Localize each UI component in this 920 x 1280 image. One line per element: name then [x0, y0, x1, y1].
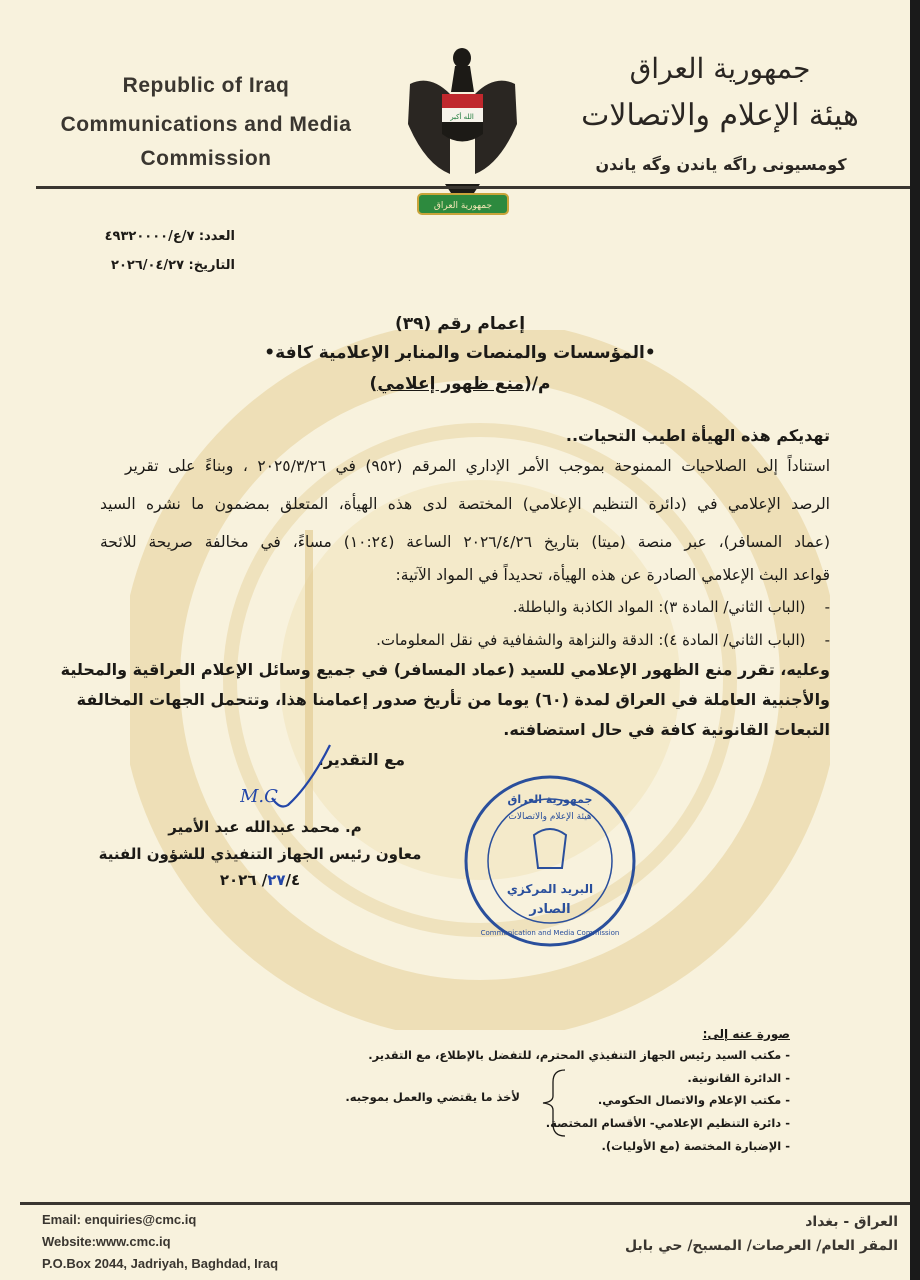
body-line: استناداً إلى الصلاحيات الممنوحة بموجب الأمر الإداري المرقم (٩٥٢) في ٢٠٢٥/٣/٢٦ ، وبناءً على تقرير: [125, 457, 830, 475]
emblem-flag-text: الله أكبر: [450, 113, 474, 121]
article-item: [513, 598, 830, 616]
copy-item: - الإضبارة المختصة (مع الأوليات).: [601, 1139, 790, 1153]
copy-item: - الدائرة القانونية.: [687, 1071, 790, 1085]
bracket-note: لأخذ ما يقتضي والعمل بموجبه.: [345, 1090, 520, 1104]
stamp-top-text: جمهورية العراق: [507, 793, 593, 806]
header-en-line3: Commission: [140, 147, 272, 170]
curly-bracket-icon: [535, 1068, 570, 1138]
footer-website: Website:www.cmc.iq: [42, 1234, 171, 1249]
signatory-position: معاون رئيس الجهاز التنفيذي للشؤون الفنية: [98, 845, 422, 863]
decision-line: وعليه، تقرر منع الظهور الإعلامي للسيد (عماد المسافر) في جميع وسائل الإعلام العراقية والمحلية: [60, 660, 830, 679]
body-line: قواعد البث الإعلامي الصادرة عن هذه الهيأة، تحديداً في المواد الآتية:: [395, 566, 830, 584]
stamp-org-text: هيئة الإعلام والاتصالات: [508, 812, 592, 822]
reference-number: العدد: ٧/ع/٤٩٣٢٠٠٠٠: [104, 229, 235, 244]
circular-subject: [0, 374, 910, 394]
closing: مع التقدير.: [317, 750, 405, 769]
signature-date-day: ٢٧: [267, 871, 286, 889]
footer-email: Email: enquiries@cmc.iq: [42, 1212, 197, 1227]
copy-item: - مكتب السيد رئيس الجهاز التنفيذي المحترم، للتفضل بالإطلاع، مع التقدير.: [368, 1048, 790, 1062]
article-item: [376, 631, 830, 649]
reference-date: التاريخ: ٢٠٢٦/٠٤/٢٧: [111, 258, 235, 273]
article-item-text: (الباب الثاني/ المادة ٤): الدقة والنزاهة والشفافية في نقل المعلومات.: [376, 631, 806, 649]
circular-recipients: •المؤسسات والمنصات والمنابر الإعلامية كافة•: [264, 343, 656, 363]
subject-text: منع ظهور إعلامي: [377, 374, 524, 394]
signature-date: [180, 871, 340, 889]
signature-date-rest: /٤/ ٢٠٢٦: [219, 871, 301, 889]
greeting: تهديكم هذه الهيأة اطيب التحيات..: [565, 426, 830, 445]
subject-prefix: م/(: [524, 374, 551, 394]
copy-item: - دائرة التنظيم الإعلامي- الأقسام المختصة.: [545, 1116, 790, 1130]
stamp-dept-text: البريد المركزي: [506, 882, 594, 896]
emblem-ribbon-text: جمهورية العراق: [433, 201, 493, 211]
footer-address: المقر العام/ العرصات/ المسبح/ حي بابل: [625, 1238, 898, 1254]
circular-number: إعمام رقم (٣٩): [394, 314, 526, 334]
footer-pobox: P.O.Box 2044, Jadriyah, Baghdad, Iraq: [42, 1256, 279, 1271]
subject-suffix: ): [369, 374, 378, 394]
header-kurdish-line: كومسيونى راگه ياندن وگه ياندن: [595, 155, 847, 174]
decision-line: التبعات القانونية كافة في حال استضافته.: [503, 720, 830, 739]
footer-divider: [20, 1202, 910, 1205]
article-item-text: (الباب الثاني/ المادة ٣): المواد الكاذبة والباطلة.: [512, 598, 806, 616]
body-line: (عماد المسافر)، عبر منصة (ميتا) بتاريخ ٢٠٢٦/٤/٢٦ الساعة (١٠:٢٤) مساءً، في مخالفة صريحة للائحة: [100, 533, 830, 551]
official-stamp-icon: [462, 773, 638, 949]
header-en-line2: Communications and Media: [60, 113, 352, 136]
copy-item: - مكتب الإعلام والاتصال الحكومي.: [597, 1093, 790, 1107]
bullet-dash: -: [805, 631, 830, 649]
header-en-line1: Republic of Iraq: [122, 74, 290, 97]
iraq-eagle-emblem-icon: [400, 44, 525, 219]
header-ar-line1: جمهورية العراق: [629, 52, 811, 85]
signatory-name: م. محمد عبدالله عبد الأمير: [168, 818, 362, 836]
stamp-en-text: Communication and Media Commission: [480, 929, 620, 937]
stamp-label-text: الصادر: [529, 902, 571, 917]
footer-city: العراق - بغداد: [805, 1214, 898, 1230]
header-divider: [36, 186, 910, 189]
body-line: الرصد الإعلامي في (دائرة التنظيم الإعلامي) المختصة لدى هذه الهيأة، المتعلق بمضمون ما نشره السيد: [100, 495, 830, 513]
copies-heading: صورة عنه إلى:: [702, 1027, 790, 1041]
decision-line: والأجنبية العاملة في العراق لمدة (٦٠) يوما من تأريخ صدور إعمامنا هذا، وتتحمل الجهات المخالفة: [76, 690, 830, 709]
signature-text: M.C: [240, 786, 278, 807]
bullet-dash: -: [805, 598, 830, 616]
header-ar-line2: هيئة الإعلام والاتصالات: [581, 98, 859, 133]
signature-scribble-icon: [240, 740, 340, 820]
